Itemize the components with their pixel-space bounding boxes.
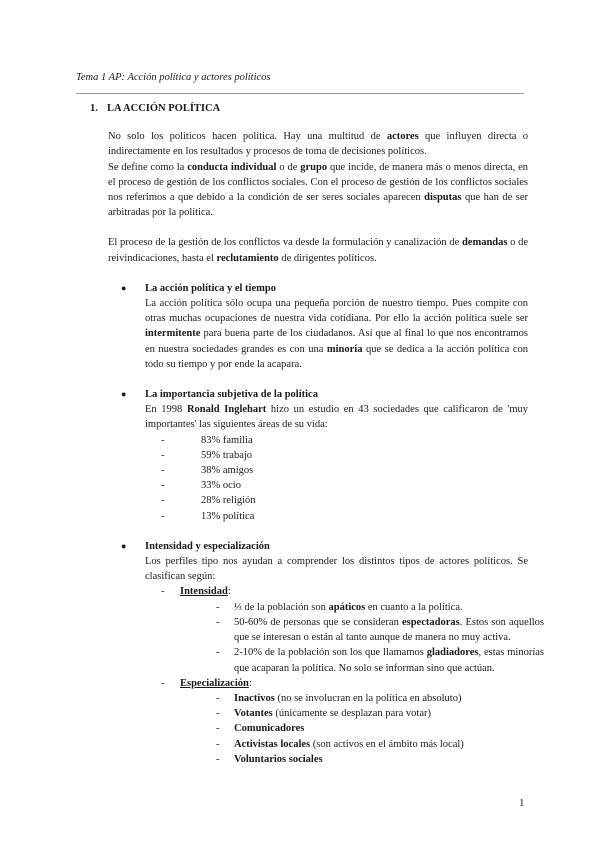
list-item: - 13% política — [161, 510, 255, 522]
list-item: - Votantes (únicamente se desplazan para votar) — [216, 708, 431, 720]
section-title: LA ACCIÓN POLÍTICA — [107, 103, 221, 114]
percentages-list — [161, 433, 528, 524]
intro-paragraph-3: El proceso de la gestión de los conflictos va desde la formulación y canalización de demandas o de reivindicaciones, hasta el reclutamiento de dirigentes políticos. — [108, 237, 528, 264]
list-item: - 2-10% de la población son los que llamamos gladiadores, estas minorías que acaparan la política. No solo se informan sino que actúan. — [216, 647, 545, 674]
list-item: - Voluntarios sociales — [216, 753, 323, 765]
bullet-dot-icon: ● — [121, 282, 127, 293]
bullet-text: Los perfiles tipo nos ayudan a comprender los distintos tipos de actores políticos. Se clasifican según: — [145, 556, 528, 583]
page-number: 1 — [519, 797, 525, 809]
bullet-title: Intensidad y especialización — [145, 540, 270, 552]
bullet-importancia-subjetiva — [121, 387, 528, 524]
header-divider — [76, 93, 524, 94]
bullet-accion-tiempo — [121, 281, 528, 372]
intro-paragraph-1: No solo los políticos hacen política. Hay una multitud de actores que influyen directa o indirectamente en los resultados y procesos de toma de decisiones políticos. — [108, 131, 528, 158]
bullet-text: La acción política sólo ocupa una pequeña porción de nuestro tiempo. Pues compite con otras muchas ocupaciones de nuestra vida cotidiana. Por ello la acción política suele ser intermitente para buena parte de los ciudadanos. Así que al final lo que nos encontramos en nuestra sociedades grandes es con una minoría que se dedica a la acción política con todo su tiempo y por ende la acapara. — [145, 298, 528, 370]
intro-paragraph-2: Se define como la conducta individual o de grupo que incide, de manera más o menos directa, en el proceso de gestión de los conflictos sociales. Con el proceso de gestión de los conflictos sociales nos referimos a que debido a la condición de ser seres sociales aparecen disputas que han de ser arbitradas por la política. — [108, 161, 528, 219]
bullet-dot-icon: ● — [121, 389, 127, 400]
bullet-title: La importancia subjetiva de la política — [145, 389, 318, 401]
list-item: - ⅓ de la población son apáticos en cuanto a la política. — [216, 601, 463, 613]
intensidad-label: Intensidad — [180, 586, 228, 598]
especializacion-label: Especialización — [180, 677, 249, 689]
list-item: - 38% amigos — [161, 465, 254, 477]
document-body — [90, 101, 545, 767]
intensidad-group: - Intensidad: - ⅓ de la población son apáticos en cuanto a la política. - 50-60% de personas que se consideran espectadoras. Estos son aquellos que se interesan o están al tanto aunque de manera no muy activa. - 2-10% de la población son los que llamamos gladiadores, estas minorías que acaparan la política. No solo se informan sino que actúan. — [180, 584, 528, 675]
section-number: 1. — [90, 103, 98, 114]
bullet-title: La acción política y el tiempo — [145, 282, 276, 294]
section-heading — [90, 101, 528, 116]
bullet-dot-icon: ● — [121, 540, 127, 551]
bullet-text: En 1998 Ronald Inglehart hizo un estudio en 43 sociedades que calificaron de 'muy importantes' las siguientes áreas de su vida: — [145, 404, 528, 431]
bullet-intensidad-especializacion — [121, 539, 545, 767]
especializacion-group: - Especialización: - Inactivos (no se involucran en la política en absoluto) - Votantes (únicamente se desplazan para votar) - Comunicadores - Activistas locales (son activos en el ámbito más local) - Voluntarios sociales — [180, 676, 528, 767]
list-item: - Inactivos (no se involucran en la política en absoluto) — [216, 692, 462, 704]
list-item: - 59% trabajo — [161, 449, 253, 461]
list-item: - 83% familia — [161, 434, 253, 446]
list-item: - 28% religión — [161, 495, 256, 507]
list-item: - Activistas locales (son activos en el ámbito más local) — [216, 738, 464, 750]
list-item: - 33% ocio — [161, 480, 241, 492]
list-item: - 50-60% de personas que se consideran espectadoras. Estos son aquellos que se interesan o están al tanto aunque de manera no muy activa. — [216, 616, 544, 644]
page-header: Tema 1 AP: Acción política y actores políticos — [76, 72, 271, 83]
list-item: - Comunicadores — [216, 723, 305, 735]
